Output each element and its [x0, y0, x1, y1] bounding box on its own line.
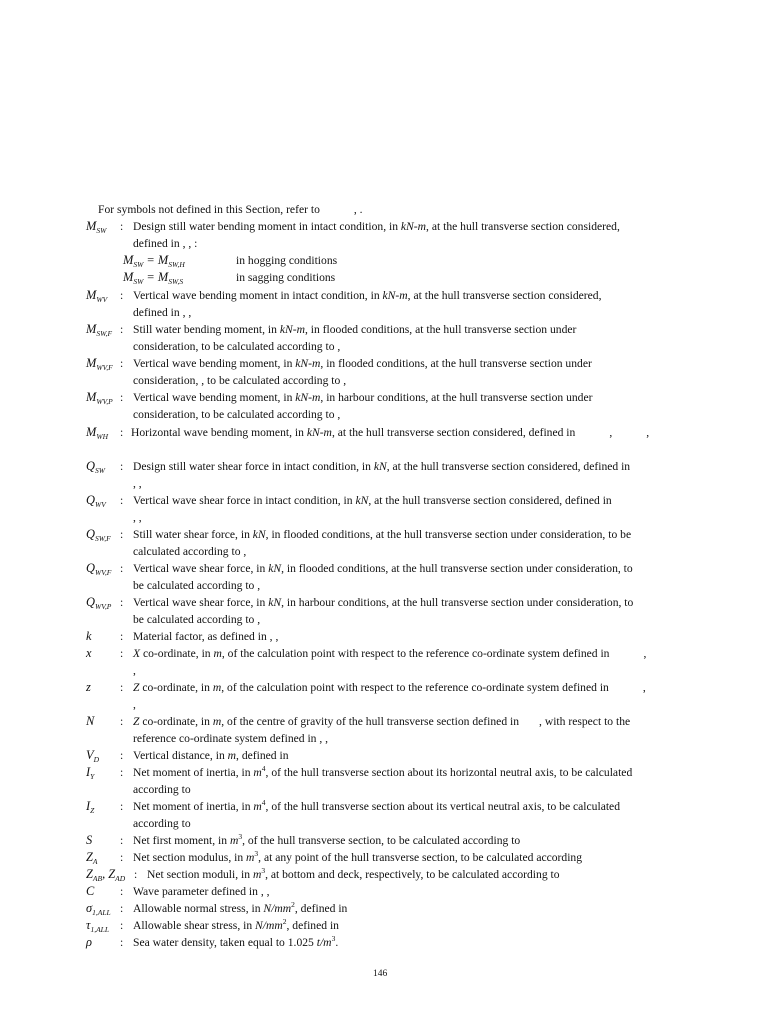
- definition-line-2: defined in , , :: [133, 237, 198, 250]
- colon: :: [120, 391, 124, 404]
- definition-line-1: Horizontal wave bending moment, in kN-m, at the hull transverse section considered, defined in , ,: [131, 426, 650, 439]
- definition-line-2: calculated according to ,: [133, 545, 247, 558]
- definition-line-1: Net section modulus, in $m^3$, at any point of the hull transverse section, to be calculated according: [133, 849, 583, 864]
- definition-line-1: Vertical distance, in m, defined in: [133, 749, 289, 762]
- colon: :: [120, 323, 124, 336]
- equation-condition: in hogging conditions: [236, 254, 338, 267]
- colon: :: [120, 220, 124, 233]
- intro-text: [98, 201, 363, 218]
- colon: :: [120, 902, 124, 915]
- colon: :: [120, 426, 124, 439]
- colon: :: [120, 749, 124, 762]
- colon: :: [120, 562, 124, 575]
- equation-hogging: [123, 252, 338, 269]
- definition-line-2: , ,: [133, 477, 142, 490]
- symbol: C: [86, 884, 95, 898]
- page-number: 146: [373, 969, 388, 979]
- colon: :: [120, 647, 124, 660]
- definition-line-1: Design still water bending moment in intact condition, in kN-m, at the hull transverse section considered,: [133, 220, 620, 233]
- symbol: $Q_{SW,F}$: [86, 527, 111, 543]
- symbol: x: [86, 646, 92, 660]
- definition-line-2: according to: [133, 783, 191, 796]
- definition-line-1: Material factor, as defined in , ,: [133, 630, 279, 643]
- colon: :: [120, 834, 124, 847]
- definition-line-2: according to: [133, 817, 191, 830]
- equation-lhs: $M_{SW} = M_{SW,H}$: [123, 253, 185, 269]
- equation-sagging: [123, 269, 336, 286]
- equation-lhs: $M_{SW} = M_{SW,S}$: [123, 270, 184, 286]
- symbol: N: [86, 714, 95, 728]
- symbol: $Z_A$: [86, 850, 98, 866]
- definition-line-2: , ,: [133, 511, 142, 524]
- definition-line-1: Net moment of inertia, in $m^4$, of the hull transverse section about its vertical neutral axis, to be calculated: [133, 798, 620, 813]
- symbol: $V_D$: [86, 748, 99, 764]
- colon: :: [120, 681, 124, 694]
- definition-line-2: ,: [133, 698, 136, 711]
- definition-line-1: Vertical wave shear force, in kN, in harbour conditions, at the hull transverse section under consideration, to: [133, 596, 634, 609]
- definition-line-2: reference co-ordinate system defined in , ,: [133, 732, 329, 745]
- colon: :: [120, 766, 124, 779]
- definition-line-2: consideration, , to be calculated according to ,: [133, 374, 347, 387]
- symbol: $\sigma_{1,ALL}$: [86, 901, 111, 917]
- colon: :: [120, 289, 124, 302]
- symbol: $M_{WV}$: [86, 288, 108, 304]
- colon: :: [134, 868, 138, 881]
- symbol: $M_{WH}$: [86, 425, 108, 441]
- colon: :: [120, 715, 124, 728]
- definition-line-1: Allowable shear stress, in $N/mm^2$, defined in: [133, 917, 339, 932]
- equation-condition: in sagging conditions: [236, 271, 336, 284]
- symbol: $I_Y$: [86, 765, 95, 781]
- definition-line-2: consideration, to be calculated according to ,: [133, 408, 341, 421]
- symbol: $Q_{WV,P}$: [86, 595, 112, 611]
- definition-line-2: defined in , ,: [133, 306, 192, 319]
- symbol: S: [86, 833, 93, 847]
- symbol: $Q_{WV,F}$: [86, 561, 112, 577]
- definition-line-1: Vertical wave bending moment, in kN-m, in harbour conditions, at the hull transverse section under: [133, 391, 593, 404]
- definition-line-1: Net moment of inertia, in $m^4$, of the hull transverse section about its horizontal neutral axis, to be calculated: [133, 764, 633, 779]
- colon: :: [120, 851, 124, 864]
- colon: :: [120, 460, 124, 473]
- symbol: $\tau_{1,ALL}$: [86, 918, 109, 934]
- definition-line-1: Net section moduli, in $m^3$, at bottom and deck, respectively, to be calculated according to: [147, 866, 560, 881]
- symbol: $Z_{AB}$, $Z_{AD}$: [86, 867, 126, 883]
- definition-line-1: Z co-ordinate, in m, of the centre of gravity of the hull transverse section defined in , with respect to the: [133, 715, 631, 728]
- definition-line-1: Vertical wave shear force, in kN, in flooded conditions, at the hull transverse section under consideration, to: [133, 562, 633, 575]
- colon: :: [120, 919, 124, 932]
- colon: :: [120, 357, 124, 370]
- definition-line-1: Net first moment, in $m^3$, of the hull transverse section, to be calculated according to: [133, 832, 521, 847]
- definition-line-2: be calculated according to ,: [133, 613, 261, 626]
- symbol: z: [86, 680, 91, 694]
- symbol: $Q_{WV}$: [86, 493, 106, 509]
- definition-line-1: Design still water shear force in intact condition, in kN, at the hull transverse section considered, defined in: [133, 460, 631, 473]
- definition-line-1: Z co-ordinate, in m, of the calculation point with respect to the reference co-ordinate system defined in ,: [133, 681, 646, 694]
- colon: :: [120, 885, 124, 898]
- colon: :: [120, 596, 124, 609]
- colon: :: [120, 494, 124, 507]
- symbol: $Q_{SW}$: [86, 459, 105, 475]
- definition-line-1: Vertical wave shear force in intact condition, in kN, at the hull transverse section considered, defined in: [133, 494, 612, 507]
- symbol: $I_Z$: [86, 799, 95, 815]
- symbol: $M_{SW,F}$: [86, 322, 113, 338]
- definition-line-1: Sea water density, taken equal to 1.025 $t/m^3$.: [133, 934, 339, 949]
- definition-line-1: Still water bending moment, in kN-m, in flooded conditions, at the hull transverse section under: [133, 323, 577, 336]
- definition-line-1: Vertical wave bending moment in intact condition, in kN-m, at the hull transverse section considered,: [133, 289, 602, 302]
- definition-line-1: Vertical wave bending moment, in kN-m, in flooded conditions, at the hull transverse section under: [133, 357, 592, 370]
- symbol: k: [86, 629, 92, 643]
- colon: :: [120, 800, 124, 813]
- symbol: ρ: [86, 935, 92, 949]
- definition-line-2: ,: [133, 664, 136, 677]
- definition-line-1: X co-ordinate, in m, of the calculation point with respect to the reference co-ordinate system defined in ,: [133, 647, 647, 660]
- colon: :: [120, 528, 124, 541]
- intro-label: For symbols not defined in this Section, refer to: [98, 203, 320, 216]
- intro-tail: , .: [353, 203, 363, 216]
- symbol: $M_{WV,F}$: [86, 356, 113, 372]
- definition-line-1: Allowable normal stress, in $N/mm^2$, defined in: [133, 900, 348, 915]
- definition-line-1: Still water shear force, in kN, in flooded conditions, at the hull transverse section under consideration, to be: [133, 528, 632, 541]
- symbol: $M_{SW}$: [86, 219, 107, 235]
- definition-line-2: consideration, to be calculated according to ,: [133, 340, 341, 353]
- colon: :: [120, 936, 124, 949]
- definition-line-2: be calculated according to ,: [133, 579, 261, 592]
- colon: :: [120, 630, 124, 643]
- symbol: $M_{WV,P}$: [86, 390, 113, 406]
- definition-line-1: Wave parameter defined in , ,: [133, 885, 270, 898]
